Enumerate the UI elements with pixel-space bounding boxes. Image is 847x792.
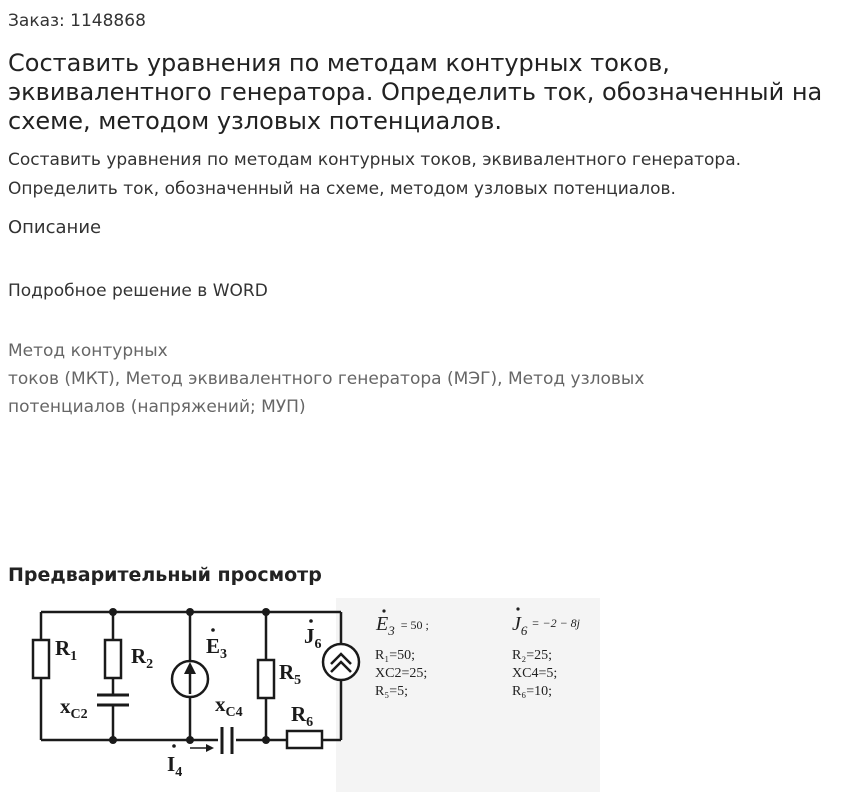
svg-text:I4: $I_4$	[167, 752, 183, 780]
methods-line-3: потенциалов (напряжений; МУП)	[8, 397, 306, 417]
methods-line-1: Метод контурных	[8, 341, 168, 361]
methods-line-2: токов (МКТ), Метод эквивалентного генератора (МЭГ), Метод узловых	[8, 369, 645, 389]
label-r6: $R_6$	[291, 702, 314, 730]
svg-text:J6: $J_6$	[304, 624, 322, 652]
resistor-r1	[33, 640, 49, 678]
description-heading: Описание	[8, 217, 102, 238]
label-r1: $R_1$	[55, 636, 78, 664]
lead-text: Составить уравнения по методам контурных токов, эквивалентного генератора. Определить ток, обозначенный на схеме, методом узловых потенциалов.	[8, 150, 742, 199]
resistor-r6	[287, 731, 322, 748]
label-r5: $R_5$	[279, 660, 302, 688]
given-r1: R₁=50;	[375, 648, 416, 663]
svg-text:E3= 50 ;: $E_3$ $^{= 50 ;}$	[376, 613, 429, 638]
given-r5: R₅=5;	[375, 684, 409, 699]
preview-heading: Предварительный просмотр	[8, 564, 322, 586]
label-r2: $R_2$	[131, 644, 154, 672]
resistor-r2	[105, 640, 121, 678]
preview-image	[0, 598, 600, 792]
current-source-j6	[323, 644, 359, 680]
label-xc4: $x_{C4}$	[215, 692, 243, 720]
svg-text:J6= −2 − 8j: $J_6$ $^{= -2 - 8j}$	[512, 613, 581, 638]
description-text: Подробное решение в WORD	[8, 281, 268, 301]
given-xc2: XC2=25;	[375, 666, 428, 681]
svg-text:E3: $E_3$	[206, 634, 228, 662]
circuit-diagram	[0, 598, 600, 792]
given-r2: R₂=25;	[512, 648, 553, 663]
resistor-r5	[258, 660, 274, 698]
given-xc4: XC4=5;	[512, 666, 558, 681]
order-number: Заказ: 1148868	[8, 11, 146, 31]
methods-text	[8, 337, 768, 421]
emf-source-e3	[172, 661, 208, 697]
label-xc2: $x_{C2}$	[60, 694, 88, 722]
page-title: Составить уравнения по методам контурных токов, эквивалентного генератора. Определить ток, обозначенный на схеме, методом узловых потенциалов.	[8, 49, 823, 135]
given-r6: R₆=10;	[512, 684, 553, 699]
